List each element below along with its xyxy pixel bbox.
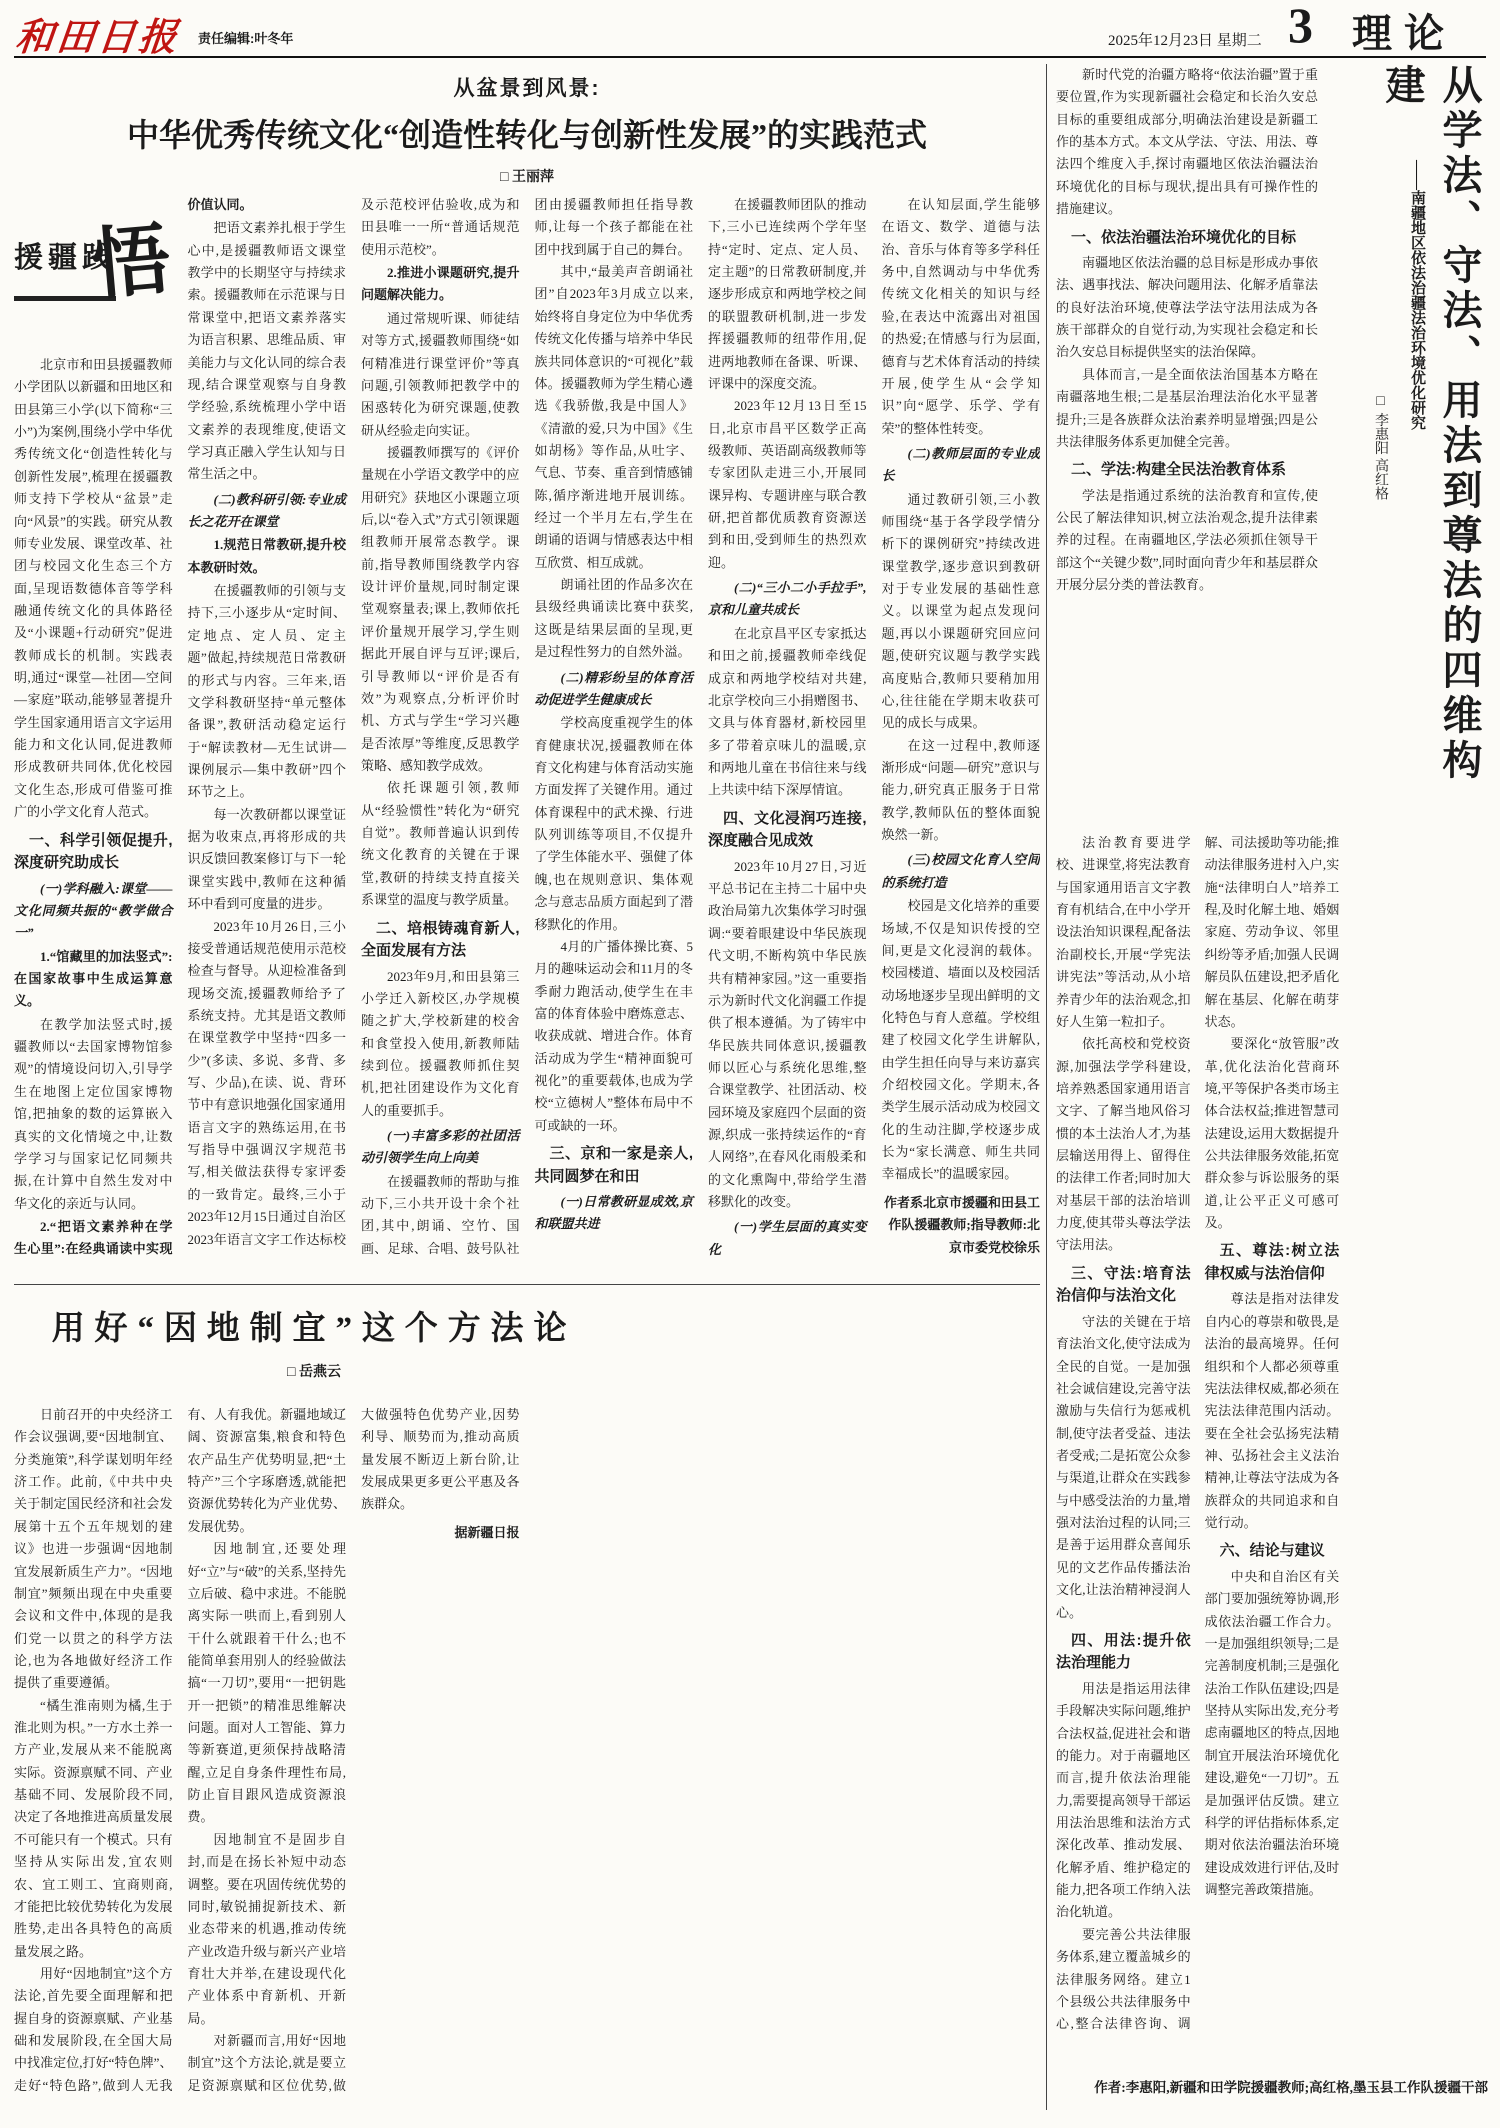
section-subhead: 三、守法:培育法治信仰与法治文化 <box>1056 1264 1191 1305</box>
right-article-body-top <box>1056 64 1318 818</box>
paragraph: “橘生淮南则为橘,生于淮北则为枳。”一方水土养一方产业,发展从来不能脱离实际。资源禀赋不同、产业基础不同、发展阶段不同,决定了各地推进高质量发展不可能只有一个模式。只有坚持从实际出发,宜农则农、宜工则工、宜商则商,才能把比较优势转化为发展胜势,走出各具特色的高质量发展之路。 <box>14 1697 173 1959</box>
paragraph: 学校高度重视学生的体育健康状况,援疆教师在体育文化构建与体育活动实施方面发挥了关键作用。通过体育课程中的武术操、行进队列训练等项目,不仅提升了学生体能水平、强健了体魄,也在规则意识、集体观念与意志品质方面起到了潜移默化的作用。 <box>534 715 693 932</box>
paragraph: 每一次教研都以课堂证据为收束点,再将形成的共识反馈回教案修订与下一轮课堂实践中,教师在这种循环中看到可度量的进步。 <box>187 806 346 912</box>
right-article-vertical-subtitle: ——南疆地区依法治疆法治环境优化研究 <box>1409 160 1425 430</box>
feature-label-text: 援疆践 <box>14 234 116 301</box>
section-subhead: 五、尊法:树立法律权威与法治信仰 <box>1204 1242 1340 1282</box>
paragraph: 具体而言,一是全面依法治国基本方略在南疆落地生根;二是基层治理法治化水平显著提升;三是各族群众法治素养明显增强;四是公共法律服务体系更加健全完善。 <box>1056 366 1318 449</box>
page-date: 2025年12月23日 星期二 <box>1108 33 1262 49</box>
paragraph: 因地制宜,还要处理好“立”与“破”的关系,坚持先立后破、稳中求进。不能脱离实际一哄而上,看到别人干什么就跟着干什么;也不能简单套用别人的经验做法搞“一刀切”,要用“一把钥匙开一把锁”的精准思维解决问题。面对人工智能、算力等新赛道,更须保持战略清醒,立足自身条件理性布局,防止盲目跟风造成资源浪费。 <box>187 1541 346 1825</box>
sub-subhead: (三)校园文化育人空间的系统打造 <box>881 852 1040 890</box>
paragraph: 新时代党的治疆方略将“依法治疆”置于重要位置,作为实现新疆社会稳定和长治久安总目标的重要组成部分,明确法治建设是新疆工作的基本方式。本文从学法、守法、用法、尊法四个维度入手,探讨南疆地区依法治疆法治环境优化的目标与现状,提出具有可操作性的措施建议。 <box>1056 67 1318 217</box>
paragraph: 把语文素养扎根于学生心中,是援疆教师语文课堂教学中的长期坚守与持续求索。援疆教师在示范课与日常课堂中,把语文素养落实为语言积累、思维品质、审美能力与文化认同的综合表现,结合课堂观察与自身教学经验,系统梳理小学中语文素养的表现维度,使语文学习真正融入学生认知与日常生活之中。 <box>187 220 346 482</box>
right-article-body-bottom <box>1056 832 1488 2050</box>
page-number: 3 <box>1288 0 1313 53</box>
sub-subhead: (一)学科融入:课堂——文化同频共振的“教学做合一” <box>14 880 173 941</box>
paragraph: 要深化“放管服”改革,优化法治化营商环境,平等保护各类市场主体合法权益;推进智慧司法建设,运用大数据提升公共法律服务效能,拓宽群众参与诉讼服务的渠道,让公平正义可感可及。 <box>1204 1036 1340 1231</box>
sub-subhead: (二)教科研引领:专业成长之花开在课堂 <box>187 491 346 530</box>
paragraph: 尊法是指对法律发自内心的尊崇和敬畏,是法治的最高境界。任何组织和个人都必须尊重宪法法律权威,都必须在宪法法律范围内活动。要在全社会弘扬宪法精神、弘扬社会主义法治精神,让尊法守法成为各族群众的共同追求和自觉行动。 <box>1204 1291 1340 1531</box>
feature-label-calligraphy: 悟 <box>88 215 175 310</box>
paragraph: 依托课题引领,教师从“经验惯性”转化为“研究自觉”。教师普遍认识到传统文化教育的关键在于课堂,教研的持续支持直接关系课堂的温度与教学质量。 <box>361 780 520 908</box>
paragraph: 用好“因地制宜”这个方法论,首先要全面理解和把握自身的资源禀赋、产业基础和发展阶段,在全国大局中找准定位,打好“特色牌”、走好“特色路”,做到人无我有、人有我优。新疆地域辽阔、资源富集,粮食和特色农产品生产优势明显,把“土特产”三个字琢磨透,就能把资源优势转化为产业优势、发展优势。 <box>14 1407 346 2093</box>
paragraph: 援疆教师撰写的《评价量规在小学语文教学中的应用研究》获地区小课题立项后,以“卷入式”方式引领课题组教师开展常态教学。课前,指导教师围绕教学内容设计评价量规,同时制定课堂观察量表;课上,教师依托评价量规开展学习,学生则据此开展自评与互评;课后,引导教师以“评价是否有效”为观察点,分析评价时机、方式与学生“学习兴趣是否浓厚”等维度,反思教学策略、感知教学成效。 <box>361 444 520 773</box>
vertical-divider <box>1046 64 1047 2110</box>
paragraph: 4月的广播体操比赛、5月的趣味运动会和11月的冬季耐力跑活动,使学生在丰富的体育体验中磨炼意志、收获成就、增进合作。体育活动成为学生“精神面貌可视化”的重要载体,也成为学校“立德树人”整体布局中不可或缺的一环。 <box>534 938 693 1133</box>
right-article-vertical-byline: □ 李惠阳 高红格 <box>1373 394 1388 500</box>
section-subhead: 三、京和一家是亲人,共同圆梦在和田 <box>534 1145 693 1185</box>
horizontal-divider <box>14 1284 1040 1285</box>
paragraph: 学法是指通过系统的法治教育和宣传,使公民了解法律知识,树立法治观念,提升法律素养的过程。在南疆地区,学法必须抓住领导干部这个“关键少数”,同时面向青少年和基层群众开展分层分类的普法教育。 <box>1056 487 1318 593</box>
section-subhead: 六、结论与建议 <box>1219 1542 1325 1560</box>
numbered-point: 2.“把语文素养种在学生心里”:在经典诵读中实现价值认同。 <box>14 197 253 1257</box>
feature-label <box>14 194 173 346</box>
paragraph: 法治教育要进学校、进课堂,将宪法教育与国家通用语言文字教育有机结合,在中小学开设法治知识课程,配备法治副校长,开展“学宪法讲宪法”等活动,从小培养青少年的法治观念,扣好人生第一粒扣子。 <box>1056 835 1191 1029</box>
paragraph: 在援疆教师的帮助与推动下,三小共开设十余个社团,其中,朗诵、空竹、国画、足球、合唱、鼓号队社团由援疆教师担任指导教师,让每一个孩子都能在社团中找到属于自己的舞台。 <box>361 197 693 1256</box>
paragraph: 要完善公共法律服务体系,建立覆盖城乡的法律服务网络。建立1个县级公共法律服务中心,整合法律咨询、调解、司法援助等功能;推动法律服务进村入户,实施“法律明白人”培养工程,及时化解土地、婚姻家庭、劳动争议、邻里纠纷等矛盾;加强人民调解员队伍建设,把矛盾化解在基层、化解在萌芽状态。 <box>1056 835 1340 2032</box>
numbered-point: 1.规范日常教研,提升校本教研时效。 <box>187 537 346 575</box>
right-article-credit: 作者:李惠阳,新疆和田学院援疆教师;高红格,墨玉县工作队援疆干部 <box>1094 2080 1488 2095</box>
paragraph: 校园是文化培养的重要场域,不仅是知识传授的空间,更是文化浸润的载体。校园楼道、墙面以及校园活动场地逐步呈现出鲜明的文化特色与育人意蕴。学校组建了校园文化学生讲解队,由学生担任向导与来访嘉宾介绍校园文化。学期末,各类学生展示活动成为校园文化的生动注脚,学校逐步成长为“家长满意、师生共同幸福成长”的温暖家园。 <box>881 898 1040 1182</box>
paragraph: 守法的关键在于培育法治文化,使守法成为全民的自觉。一是加强社会诚信建设,完善守法激励与失信行为惩戒机制,使守法者受益、违法者受戒;二是拓宽公众参与渠道,让群众在实践参与中感受法治的力量,增强对法治过程的认同;三是善于运用群众喜闻乐见的文艺作品传播法治文化,让法治精神浸润人心。 <box>1056 1313 1191 1620</box>
paragraph: 因地制宜不是固步自封,而是在扬长补短中动态调整。要在巩固传统优势的同时,敏锐捕捉新技术、新业态带来的机遇,推动传统产业改造升级与新兴产业培育壮大并举,在建设现代化产业体系中育新机、开新局。 <box>187 1831 346 2026</box>
right-article-vertical-headline: 从学法、守法、用法到尊法的四维构建 <box>1380 64 1482 784</box>
sub-subhead: (二)精彩纷呈的体育活动促进学生健康成长 <box>534 669 693 707</box>
bottom-article-byline: □ 岳燕云 <box>287 1365 341 1380</box>
paragraph: 用法是指运用法律手段解决实际问题,维护合法权益,促进社会和谐的能力。对于南疆地区而言,提升依法治理能力,需要提高领导干部运用法治思维和法治方式深化改革、推动发展、化解矛盾、维护稳定的能力,把各项工作纳入法治化轨道。 <box>1056 1680 1191 1920</box>
section-subhead: 一、科学引领促提升,深度研究助成长 <box>14 831 173 872</box>
paragraph: 在援疆教师的引领与支持下,三小逐步从“定时间、定地点、定人员、定主题”做起,持续规范日常教研的形式与内容。三年来,语文学科教研坚持“单元整体备课”,教研活动稳定运行于“解读教材—无生试讲—课例展示—集中教研”四个环节之上。 <box>187 583 346 800</box>
sub-subhead: (一)学生层面的真实变化 <box>708 1219 867 1257</box>
article-credit: 据新疆日报 <box>454 1524 520 1540</box>
bottom-article-body <box>14 1404 1040 2106</box>
paragraph: 北京市和田县援疆教师小学团队以新疆和田地区和田县第三小学(以下简称“三小”)为案例,围绕小学中华优秀传统文化“创造性转化与创新性发展”,梳理在援疆教师支持下学校从“盆景”走向“风景”的实践。研究从教师专业发展、课堂改革、社团与校园文化生态三个方面,呈现语数德体音等学科融通传统文化的具体路径及“小课题+行动研究”促进教师成长的机制。实践表明,通过“课堂—社团—空间—家庭”联动,能够显著提升学生国家通用语言文字运用能力和文化认同,促进教师形成教研共同体,优化校园文化生态,形成可借鉴可推广的小学文化育人范式。 <box>14 357 173 820</box>
editor-label: 责任编辑:叶冬年 <box>198 31 294 46</box>
sub-subhead: (二)“三小二小手拉手”,京和儿童共成长 <box>708 580 867 618</box>
paragraph: 日前召开的中央经济工作会议强调,要“因地制宜、分类施策”,科学谋划明年经济工作。此前,《中共中央关于制定国民经济和社会发展第十五个五年规划的建议》也进一步强调“因地制宜发展新质生产力”。“因地制宜”频频出现在中央重要会议和文件中,体现的是我们党一以贯之的科学方法论,也为各地做好经济工作提供了重要遵循。 <box>14 1407 173 1691</box>
numbered-point: 2.推进小课题研究,提升问题解决能力。 <box>361 265 520 303</box>
paragraph: 在北京昌平区专家抵达和田之前,援疆教师牵线促成京和两地学校结对共建,北京学校向三小捐赠图书、文具与体育器材,新校园里多了带着京味儿的温暖,京和两地儿童在书信往来与线上共读中结下深厚情谊。 <box>708 625 867 798</box>
paragraph: 南疆地区依法治疆的总目标是形成办事依法、遇事找法、解决问题用法、化解矛盾靠法的良好法治环境,使尊法学法守法用法成为各族干部群众的自觉行动,为实现社会稳定和长治久安总目标提供坚实的法治保障。 <box>1056 255 1318 360</box>
paragraph: 依托高校和党校资源,加强法学学科建设,培养熟悉国家通用语言文字、了解当地风俗习惯的本土法治人才,为基层输送用得上、留得住的法律工作者;同时加大对基层干部的法治培训力度,使其带头尊法学法守法用法。 <box>1056 1036 1191 1253</box>
main-article-kicker: 从盆景到风景: <box>453 77 601 100</box>
sub-subhead: (二)教师层面的专业成长 <box>881 445 1040 484</box>
sub-subhead: (一)丰富多彩的社团活动引领学生向上向美 <box>361 1128 520 1166</box>
section-subhead: 一、依法治疆法治环境优化的目标 <box>1071 228 1297 246</box>
sub-subhead: (一)日常教研显成效,京和联盟共进 <box>534 1194 693 1232</box>
section-subhead: 二、培根铸魂育新人,全面发展有方法 <box>361 919 520 959</box>
paragraph: 2023年10月26日,三小接受普通话规范使用示范校检查与督导。从迎检准备到现场交流,援疆教师给予了系统支持。尤其是语文教师在课堂教学中坚持“四多一少”(多读、多说、多背、多写、少品),在读、说、背环节中有意识地强化国家通用语言文字的熟练运用,在书写指导中强调汉字规范书写,相关做法获得专家评委的一致肯定。最终,三小于2023年12月15日通过自治区2023年语言文字工作达标校及示范校评估验收,成为和田县唯一一所“普通话规范使用示范校”。 <box>187 197 520 1247</box>
section-title: 理论 <box>1352 11 1456 56</box>
header-rule <box>14 56 1486 58</box>
paragraph: 对新疆而言,用好“因地制宜”这个方法论,就是要立足资源禀赋和区位优势,做大做强特色优势产业,因势利导、顺势而为,推动高质量发展不断迈上新台阶,让发展成果更多更公平惠及各族群众。 <box>187 1407 520 2093</box>
paragraph: 在认知层面,学生能够在语文、数学、道德与法治、音乐与体育等多学科任务中,自然调动与中华优秀传统文化相关的知识与经验,在表达中流露出对祖国的热爱;在情感与行为层面,德育与艺术体育活动的持续开展,使学生从“会学知识”向“愿学、乐学、学有荣”的整体性转变。 <box>881 197 1040 436</box>
paragraph: 2023年10月27日,习近平总书记在主持二十届中央政治局第九次集体学习时强调:“要着眼建设中华民族现代文明,不断构筑中华民族共有精神家园。”这一重要指示为新时代文化润疆工作提供了根本遵循。为了铸牢中华民族共同体意识,援疆教师以匠心与系统化思维,整合课堂教学、社团活动、校园环境及家庭四个层面的资源,织成一张持续运作的“育人网络”,在春风化雨般柔和的文化熏陶中,带给学生潜移默化的改变。 <box>708 858 867 1210</box>
paragraph: 中央和自治区有关部门要加强统筹协调,形成依法治疆工作合力。一是加强组织领导;二是完善制度机制;三是强化法治工作队伍建设;四是坚持从实际出发,充分考虑南疆地区的特点,因地制宜开展法治环境优化建设,避免“一刀切”。五是加强评估反馈。建立科学的评估指标体系,定期对依法治疆法治环境建设成效进行评估,及时调整完善政策措施。 <box>1204 1568 1340 1897</box>
masthead-logo: 和田日报 <box>13 17 182 59</box>
bottom-article-headline: 用好“因地制宜”这个方法论 <box>51 1311 577 1347</box>
paragraph: 通过教研引领,三小教师围绕“基于各学段学情分析下的课例研究”持续改进课堂教学,逐步意识到教研对于专业发展的基础性意义。以课堂为起点发现问题,再以小课题研究回应问题,使研究议题与教学实践高度贴合,教师只要稍加用心,往往能在学期末收获可见的成长与成果。 <box>881 491 1040 731</box>
numbered-point: 1.“馆藏里的加法竖式”:在国家故事中生成运算意义。 <box>14 948 173 1009</box>
paragraph: 在教学加法竖式时,援疆教师以“去国家博物馆参观”的情境设问切入,引导学生在地图上定位国家博物馆,把抽象的数的运算嵌入真实的文化情境之中,让数学学习与国家记忆同频共振,在计算中自然生发对中华文化的亲近与认同。 <box>14 1016 173 1211</box>
bottom-article <box>14 1296 1040 2114</box>
main-article-headline: 中华优秀传统文化“创造性转化与创新性发展”的实践范式 <box>126 117 927 153</box>
paragraph: 通过常规听课、师徒结对等方式,援疆教师围绕“如何精准进行课堂评价”等真问题,引领教师把教学中的困惑转化为研究课题,使教研从经验走向实证。 <box>361 310 520 438</box>
main-article-byline: □ 王丽萍 <box>500 170 554 185</box>
article-credit: 作者系北京市援疆和田县工作队援疆教师;指导教师:北京市委党校徐乐 <box>883 1194 1040 1255</box>
paragraph: 在援疆教师团队的推动下,三小已连续两个学年坚持“定时、定点、定人员、定主题”的日常教研制度,并逐步形成京和两地学校之间的联盟教研机制,进一步发挥援疆教师的纽带作用,促进两地教师在备课、听课、评课中的深度交流。 <box>708 197 867 391</box>
paragraph: 2023年9月,和田县第三小学迁入新校区,办学规模随之扩大,学校新建的校舍和食堂投入使用,新教师陆续到位。援疆教师抓住契机,把社团建设作为文化育人的重要抓手。 <box>361 968 520 1118</box>
paragraph: 朗诵社团的作品多次在县级经典诵读比赛中获奖,这既是结果层面的呈现,更是过程性努力的自然外溢。 <box>534 577 693 660</box>
paragraph: 其中,“最美声音朗诵社团”自2023年3月成立以来,始终将自身定位为中华优秀传统文化传播与培养中华民族共同体意识的“可视化”载体。援疆教师为学生精心遴选《我骄傲,我是中国人》《清澈的爱,只为中国》《生如胡杨》等作品,从吐字、气息、节奏、重音到情感铺陈,循序渐进地开展训练。经过一个半月左右,学生在朗诵的语调与情感表达中相互欣赏、相互成就。 <box>534 264 693 570</box>
paragraph: 在这一过程中,教师逐渐形成“问题—研究”意识与能力,研究真正服务于日常教学,教师队伍的整体面貌焕然一新。 <box>881 737 1040 843</box>
main-article <box>14 64 1040 1278</box>
section-subhead: 二、学法:构建全民法治教育体系 <box>1071 461 1286 479</box>
main-article-body <box>14 194 1040 1272</box>
section-subhead: 四、文化浸润巧连接,深度融合见成效 <box>708 809 867 850</box>
section-subhead: 四、用法:提升依法治理能力 <box>1056 1631 1191 1672</box>
paragraph: 2023年12月13日至15日,北京市昌平区数学正高级教师、英语副高级教师等专家团队走进三小,开展同课异构、专题讲座与联合教研,把首都优质教育资源送到和田,受到师生的热烈欢迎。 <box>708 398 867 570</box>
right-article <box>1056 64 1488 2114</box>
